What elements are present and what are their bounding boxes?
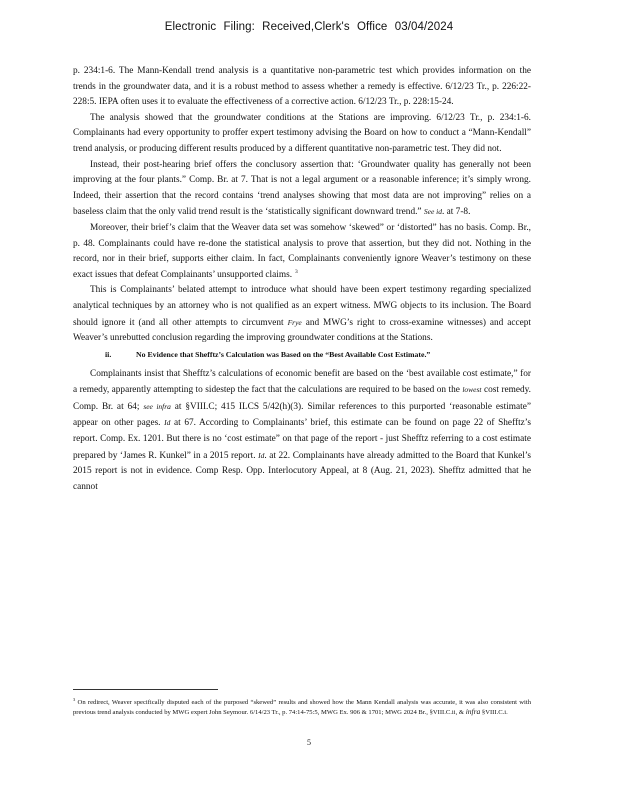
filing-header: Electronic Filing: Received,Clerk's Office 03/04/2024 [164, 21, 454, 33]
section-title: No Evidence that Shefftz’s Calculation was Based on the “Best Available Cost Estimate.” [136, 349, 431, 359]
paragraph: Moreover, their brief’s claim that the Weaver data set was somehow ‘skewed” or ‘distorted” has no basis. Comp. Br., p. 48. Complainants could have re-done the statistical analysis to prove that assertion, but they did not. Nothing in the record, nor in their brief, supports either claim. In fact, Complainants conveniently ignore Weaver’s testimony on these exact issues that defeat Complainants’ unsupported claims. $^3$ [73, 222, 531, 280]
citation-signal: See id [423, 207, 442, 217]
footnote-marker[interactable]: 3 [295, 268, 298, 275]
paragraph: The analysis showed that the groundwater conditions at the Stations are improving. 6/12/23 Tr., p. 234:1-6. Complainants had every opportunity to proffer expert testimony advising the Board on how to conduct a “Mann-Kendall” trend analysis, or producing different results produced by a different quantitative non-parametric test. They did not. [73, 112, 531, 154]
paragraph: p. 234:1-6. The Mann-Kendall trend analysis is a quantitative non-parametric test which provides information on the trends in the groundwater data, and it is a robust method to assess whether a remedy is effective. 6/12/23 Tr., p. 226:22-228:5. IEPA often uses it to evaluate the effectiveness of a corrective action. 6/12/23 Tr., p. 228:15-24. [73, 66, 531, 108]
footnote-number: 3 [73, 696, 76, 702]
document-body [73, 64, 531, 495]
paragraph: Instead, their post-hearing brief offers the conclusory assertion that: ‘Groundwater quality has generally not been improving at the four plants.” Comp. Br. at 7. That is not a legal argument or a reasonable inference; it’s simply wrong. Indeed, their assertion that the record contains ‘trend analyses showing that most data are not improving” relies on a baseless claim that the only valid trend result is the ‘statistically significant downward trend.” See id. at 7-8. [73, 159, 531, 218]
footnote: $^3$ On redirect, Weaver specifically disputed each of the purposed “skewed” results and showed how the Mann Kendall analysis was accurate, it was also consistent with previous trend analysis conducted by MWG expert John Seymour. 6/14/23 Tr., p. 74:14-75:5, MWG Ex. 906 & 1701; MWG 2024 Br., §VIII.C.ii, & infra §VIII.C.i. [73, 696, 531, 717]
footnote-divider [73, 689, 218, 690]
paragraph: This is Complainants’ belated attempt to introduce what should have been expert testimony regarding specialized analytical techniques by an attorney who is not qualified as an expert witness. MWG objects to its inclusion. The Board should ignore it (and all other attempts to circumvent Frye and MWG’s right to cross-examine witnesses) and accept Weaver’s unrebutted conclusion regarding the improving groundwater conditions at the Stations. [73, 285, 531, 344]
paragraph: Complainants insist that Shefftz’s calculations of economic benefit are based on the ‘best available cost estimate,” for a remedy, apparently attempting to sidestep the fact that the calculations are required to be based on the lowest cost remedy. Comp. Br. at 64; see infra at §VIII.C; 415 ILCS 5/42(h)(3). Similar references to this purported ‘reasonable estimate” appear on other pages. Id at 67. According to Complainants’ brief, this estimate can be found on page 22 of Shefftz’s report. Comp. Ex. 1201. But there is no ‘cost estimate” on that page of the report - just Shefftz referring to a cost estimate prepared by ‘James R. Kunkel” in a 2015 report. Id. at 22. Complainants have already admitted to the Board that Kunkel’s 2015 report is not in evidence. Comp Resp. Opp. Interlocutory Appeal, at 8 (Aug. 21, 2023). Shefftz admitted that he cannot [73, 368, 532, 492]
page-number: 5 [307, 738, 311, 747]
case-name: Frye [287, 317, 302, 327]
section-heading [73, 349, 531, 361]
section-number: ii. [105, 349, 112, 359]
